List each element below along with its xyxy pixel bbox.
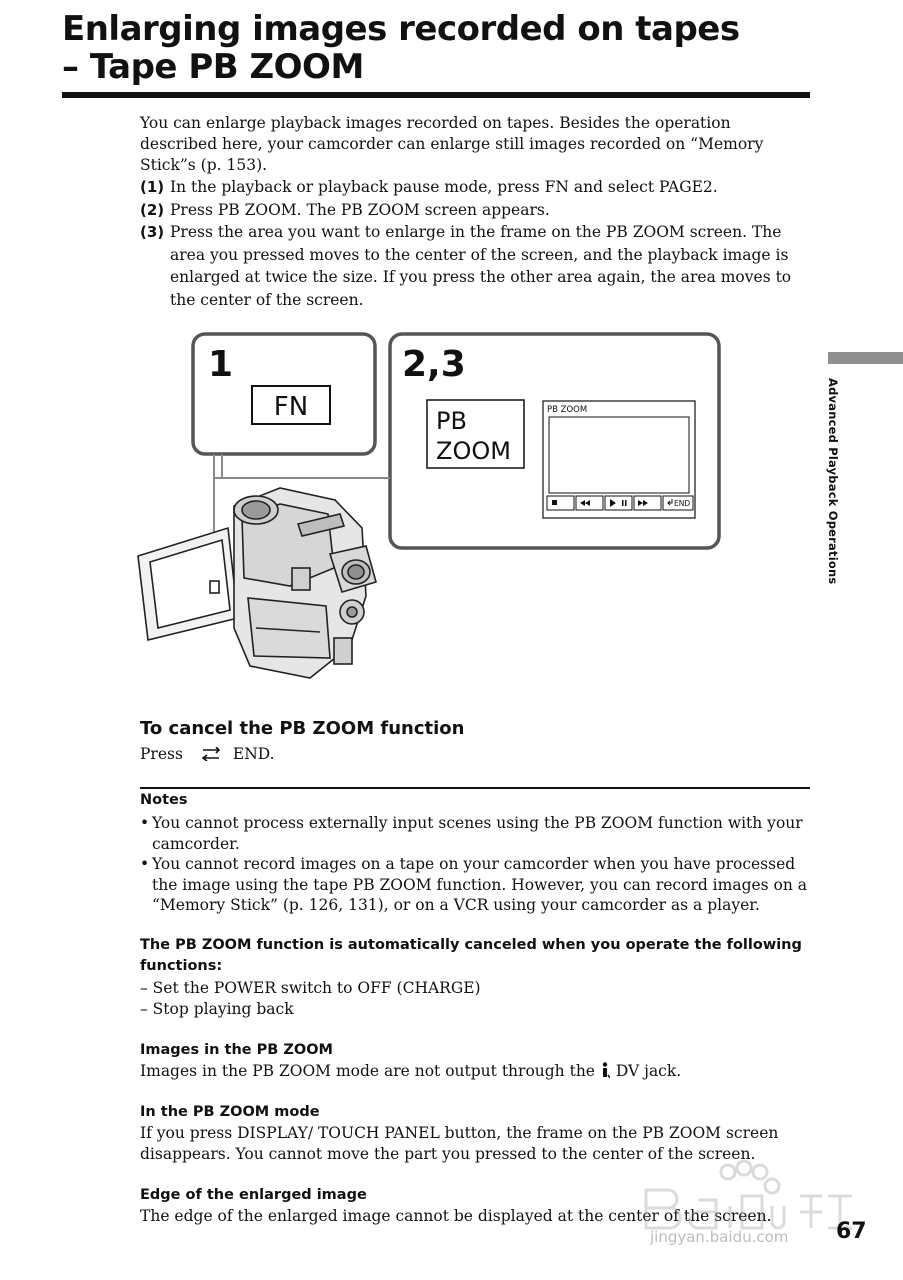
step-number: (1)	[140, 178, 165, 196]
fn-button-label: FN	[273, 392, 309, 422]
step-item	[140, 221, 810, 311]
notes-rule	[140, 787, 810, 789]
auto-cancel-heading: The PB ZOOM function is automatically canceled when you operate the following functions:	[140, 937, 802, 974]
notes-heading: Notes	[140, 792, 188, 808]
intro-paragraph: You can enlarge playback images recorded on tapes. Besides the operation described here, your camcorder can enlarge still images recorded on “Memory Stick”s (p. 153).	[140, 114, 764, 174]
section-tab	[828, 352, 903, 364]
images-heading: Images in the PB ZOOM	[140, 1042, 333, 1058]
zoom-frame	[549, 417, 689, 493]
step-number: (2)	[140, 200, 165, 219]
camcorder-illustration	[138, 488, 376, 678]
cancel-end-text: END.	[232, 745, 275, 763]
page-title	[62, 10, 822, 86]
edge-paragraph: The edge of the enlarged image cannot be displayed at the center of the screen.	[140, 1207, 772, 1225]
auto-cancel-item: – Stop playing back	[140, 999, 294, 1018]
notes-list	[140, 813, 812, 916]
edge-heading: Edge of the enlarged image	[140, 1187, 367, 1203]
panel-1-label: 1	[208, 344, 234, 385]
note-item	[140, 854, 812, 916]
play-pause-control	[605, 496, 632, 510]
i-link-icon	[600, 1062, 610, 1078]
note-text: You cannot record images on a tape on your camcorder when you have processed the image using the tape PB ZOOM function. However, you can record images on a “Memory Stick” (p. 126, 131), or on a VCR using your camcorder as a player.	[152, 855, 808, 915]
end-label: END	[674, 499, 691, 508]
cancel-press-text: Press	[140, 745, 183, 763]
step-item	[140, 176, 810, 199]
pb-button-line-2: ZOOM	[436, 437, 511, 465]
images-text-b: DV jack.	[615, 1062, 682, 1080]
mode-paragraph: If you press DISPLAY/ TOUCH PANEL button, the frame on the PB ZOOM screen disappears. You cannot move the part you pressed to the center of the screen.	[140, 1124, 779, 1163]
images-paragraph	[140, 1061, 810, 1082]
step-item	[140, 199, 810, 222]
page-number: 67	[836, 1219, 867, 1244]
auto-cancel-list	[140, 978, 810, 1020]
title-line-2: – Tape PB ZOOM	[62, 47, 364, 87]
bullet-icon: •	[140, 855, 150, 874]
pb-button-line-1: PB	[436, 407, 467, 435]
step-text: Press PB ZOOM. The PB ZOOM screen appears.	[170, 200, 550, 219]
watermark-url: jingyan.baidu.com	[650, 1228, 789, 1246]
cancel-heading: To cancel the PB ZOOM function	[140, 718, 465, 739]
stop-control	[547, 496, 574, 510]
screen-control-bar	[547, 496, 693, 510]
title-line-1: Enlarging images recorded on tapes	[62, 9, 740, 49]
steps-list	[140, 176, 810, 312]
panel-2-3-label: 2,3	[402, 344, 466, 385]
cancel-instruction	[140, 743, 275, 765]
return-icon	[199, 747, 223, 761]
operation-illustration	[130, 328, 730, 698]
section-side-label: Advanced Playback Operations	[826, 378, 840, 585]
mode-heading: In the PB ZOOM mode	[140, 1104, 320, 1120]
step-number: (3)	[140, 223, 165, 242]
pause-icon	[622, 500, 624, 506]
title-rule	[62, 92, 810, 98]
step-text: Press the area you want to enlarge in the frame on the PB ZOOM screen. The area you pressed moves to the center of the screen, and the playback image is enlarged at twice the size. If you press the other area again, the area moves to the center of the screen.	[170, 223, 792, 309]
stop-icon	[552, 500, 557, 505]
images-text-a: Images in the PB ZOOM mode are not output through the	[140, 1062, 595, 1080]
screen-title: PB ZOOM	[547, 405, 588, 415]
auto-cancel-item: – Set the POWER switch to OFF (CHARGE)	[140, 979, 481, 997]
note-text: You cannot process externally input scenes using the PB ZOOM function with your camcorder.	[152, 814, 803, 853]
step-text: In the playback or playback pause mode, press FN and select PAGE2.	[170, 178, 718, 196]
bullet-icon: •	[140, 814, 150, 832]
note-item	[140, 813, 812, 854]
